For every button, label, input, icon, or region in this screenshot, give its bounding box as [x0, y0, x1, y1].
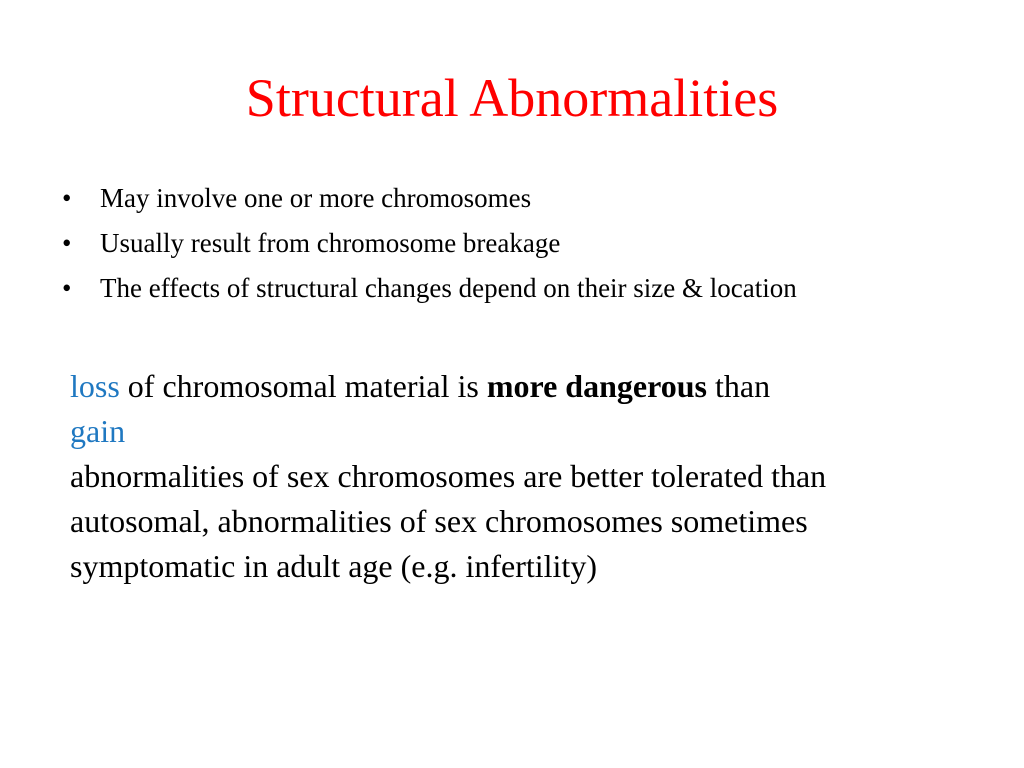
- bullet-item: [62, 227, 942, 259]
- bullet-text: Usually result from chromosome breakage: [100, 228, 561, 258]
- loss-word: loss: [70, 368, 120, 404]
- bullet-list: [62, 182, 942, 317]
- bullet-text: The effects of structural changes depend on their size & location: [100, 273, 797, 303]
- bullet-item: [62, 272, 942, 304]
- bullet-dot-icon: •: [62, 228, 72, 258]
- gain-word: gain: [70, 413, 126, 449]
- paragraph-text: of chromosomal material is: [119, 368, 487, 404]
- slide-title: Structural Abnormalities: [245, 68, 779, 128]
- bullet-dot-icon: •: [62, 273, 72, 303]
- paragraph-text: than: [706, 368, 771, 404]
- sex-chromosome-paragraph: abnormalities of sex chromosomes are better tolerated than autosomal, abnormalities of sex chromosomes sometimes symptomatic in adult age (e.g. infertility): [70, 458, 827, 584]
- bullet-item: [62, 182, 942, 214]
- loss-gain-paragraph: [70, 364, 970, 454]
- emphasis-text: more dangerous: [486, 368, 707, 404]
- body-text: [70, 364, 970, 589]
- bullet-text: May involve one or more chromosomes: [100, 183, 532, 213]
- bullet-dot-icon: •: [62, 183, 72, 213]
